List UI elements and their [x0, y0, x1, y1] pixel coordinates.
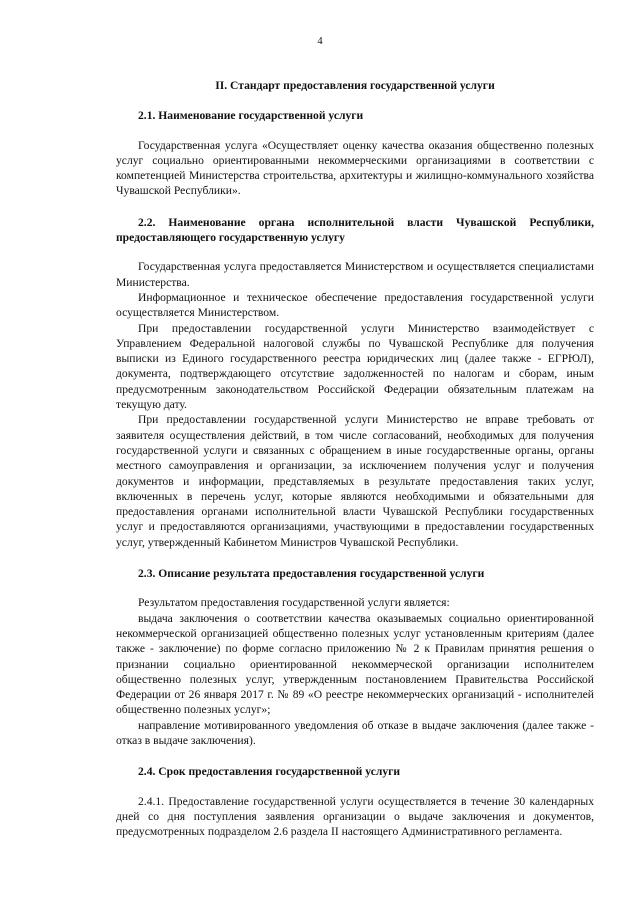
subsection-heading-2-2: 2.2. Наименование органа исполнительной власти Чувашской Республики, предоставляющего государственную услугу	[116, 215, 594, 245]
paragraph: Результатом предоставления государственной услуги является:	[138, 596, 450, 610]
paragraph: выдача заключения о соответствии качества оказываемых социально ориентированной некоммерческой организацией общественно полезных услуг установленным критериям (далее также - заключение) по форме согласно приложению № 2 к Правилам принятия решения о признании социально ориентированной некоммерческой организации исполнителем общественно полезных услуг, утвержденным постановлением Правительства Российской Федерации от 26 января 2017 г. № 89 «О реестре некоммерческих организаций - исполнителей общественно полезных услуг»;	[116, 611, 594, 717]
paragraph: При предоставлении государственной услуги Министерство взаимодействует с Управлением Федеральной налоговой службы по Чувашской Республике для получения выписки из Единого государственного реестра юридических лиц (далее также - ЕГРЮЛ), документа, подтверждающего отсутствие задолженностей по налогам и сборам, иным предусмотренным законодательством Российской Федерации обязательным платежам на текущую дату.	[116, 321, 594, 412]
paragraph: направление мотивированного уведомления об отказе в выдаче заключения (далее также - отказ в выдаче заключения).	[116, 718, 594, 747]
subsection-heading-2-3: 2.3. Описание результата предоставления государственной услуги	[138, 567, 485, 581]
section-title: II. Стандарт предоставления государственной услуги	[215, 79, 495, 92]
paragraph: При предоставлении государственной услуги Министерство не вправе требовать от заявителя осуществления действий, в том числе согласований, необходимых для получения государственной услуги и связанных с обращением в иные государственные органы, органы местного самоуправления и организации, за исключением получения услуг и получения документов и информации, представляемых в результате предоставления таких услуг, включенных в перечень услуг, которые являются необходимыми и обязательными для предоставления органами исполнительной власти Чувашской Республики государственных услуг и предоставляются организациями, участвующими в предоставлении государственных услуг, утвержденный Кабинетом Министров Чувашской Республики.	[116, 413, 594, 549]
paragraph: Государственная услуга «Осуществляет оценку качества оказания общественно полезных услуг социально ориентированными некоммерческими организациями в соответствии с компетенцией Министерства строительства, архитектуры и жилищно-коммунального хозяйства Чувашской Республики».	[116, 138, 594, 198]
paragraph: 2.4.1. Предоставление государственной услуги осуществляется в течение 30 календарных дней со дня поступления заявления организации о выдаче заключения и документов, предусмотренных подразделом 2.6 раздела II настоящего Административного регламента.	[116, 794, 594, 839]
page-number: 4	[317, 36, 323, 47]
document-body	[116, 78, 594, 839]
paragraph: Информационное и техническое обеспечение предоставления государственной услуги осуществляется Министерством.	[116, 290, 594, 320]
subsection-heading-2-4: 2.4. Срок предоставления государственной услуги	[138, 765, 401, 779]
subsection-heading-2-1: 2.1. Наименование государственной услуги	[138, 109, 364, 123]
paragraph: Государственная услуга предоставляется Министерством и осуществляется специалистами Министерства.	[116, 260, 594, 289]
